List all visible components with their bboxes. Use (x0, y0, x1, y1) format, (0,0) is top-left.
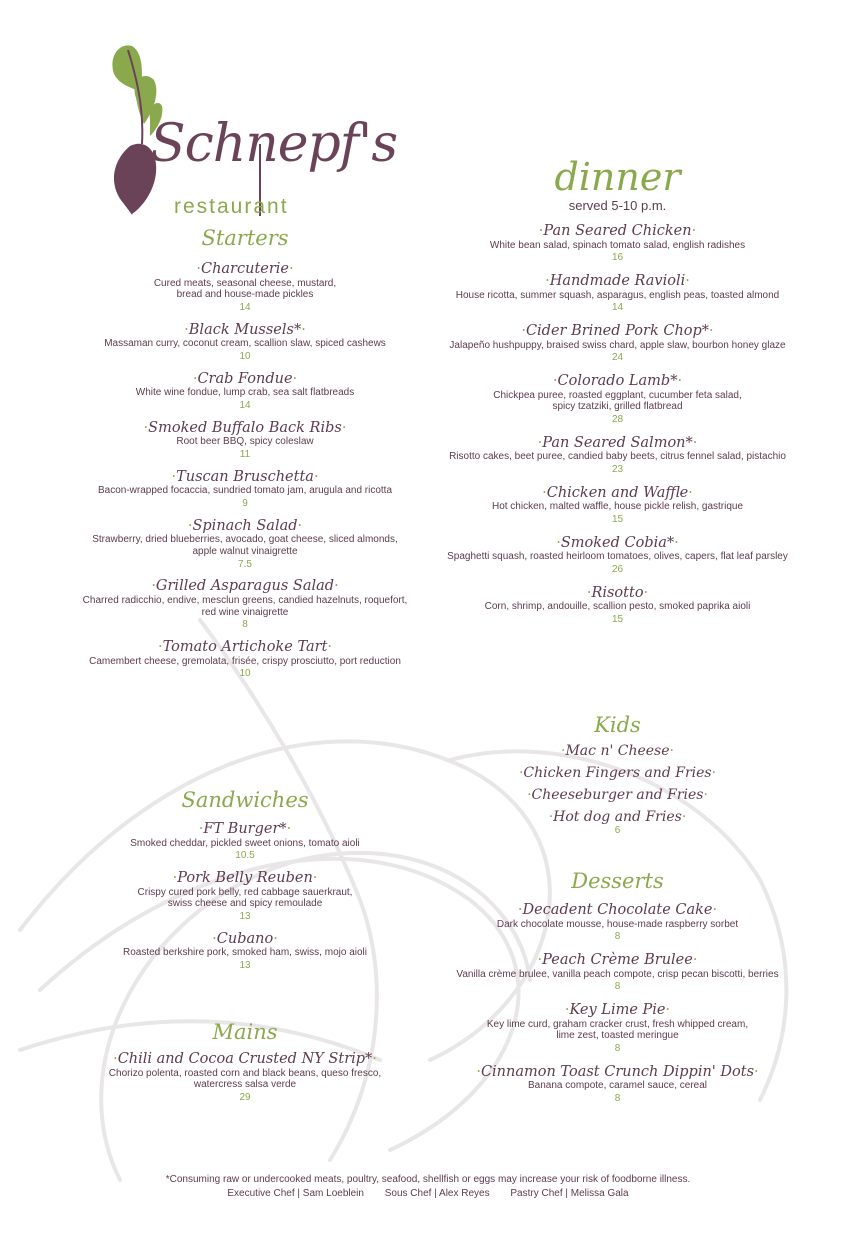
item-price: 23 (611, 464, 624, 475)
item-desc: Camembert cheese, gremolata, frisée, crispy prosciutto, port reduction (89, 655, 401, 667)
menu-item: ·Colorado Lamb*· Chickpea puree, roasted eggplant, cucumber feta salad, spicy tzatziki, grilled flatbread 28 (440, 373, 795, 426)
mains-section (80, 1022, 410, 1104)
menu-item: ·Crab Fondue· White wine fondue, lump crab, sea salt flatbreads 14 (80, 371, 410, 412)
pastry-chef: Pastry Chef | Melissa Gala (510, 1187, 629, 1199)
item-price: 8 (614, 981, 621, 993)
item-name: Crab Fondue (197, 370, 293, 387)
menu-item: ·Chicken and Waffle· Hot chicken, malted waffle, house pickle relish, gastrique 15 (440, 485, 795, 526)
item-desc: Spaghetti squash, roasted heirloom tomatoes, olives, capers, flat leaf parsley (447, 551, 788, 563)
item-price: 26 (611, 564, 624, 575)
item-desc: Vanilla crème brulee, vanilla peach compote, crisp pecan biscotti, berries (456, 968, 779, 980)
item-desc: lime zest, toasted meringue (556, 1030, 679, 1042)
item-price: 10 (239, 668, 251, 680)
item-name: Black Mussels* (188, 321, 302, 338)
item-desc: Chickpea puree, roasted eggplant, cucumber feta salad, (493, 389, 742, 401)
menu-item: ·Peach Crème Brulee· Vanilla crème brulee, vanilla peach compote, crisp pecan biscotti, berries 8 (440, 952, 795, 993)
dinner-section (440, 155, 795, 626)
item-price: 13 (239, 911, 251, 922)
kids-price: 6 (614, 825, 621, 836)
item-desc: White bean salad, spinach tomato salad, english radishes (489, 239, 746, 251)
restaurant-name: Schnepf's (150, 114, 398, 174)
item-name: Key Lime Pie (569, 1002, 666, 1018)
item-desc: Hot chicken, malted waffle, house pickle relish, gastrique (491, 501, 744, 513)
item-price: 8 (242, 619, 248, 631)
desserts-section (440, 871, 795, 1105)
menu-item: ·Tomato Artichoke Tart· Camembert cheese, gremolata, frisée, crispy prosciutto, port reduction 10 (80, 639, 410, 680)
item-price: 8 (614, 1093, 621, 1104)
item-price: 14 (611, 302, 624, 314)
starters-heading: Starters (201, 226, 289, 250)
footer (0, 1173, 856, 1200)
item-desc: Dark chocolate mousse, house-made raspberry sorbet (496, 918, 739, 930)
item-desc: Chorizo polenta, roasted corn and black beans, queso fresco, (108, 1067, 382, 1079)
item-name: Decadent Chocolate Cake (522, 902, 713, 918)
item-name: Colorado Lamb* (557, 373, 678, 389)
kids-item: Hot dog and Fries (553, 809, 682, 825)
item-desc: Bacon-wrapped focaccia, sundried tomato jam, arugula and ricotta (97, 485, 393, 497)
item-price: 15 (611, 514, 624, 525)
item-desc: Risotto cakes, beet puree, candied baby beets, citrus fennel salad, pistachio (449, 451, 786, 463)
item-name: Pork Belly Reuben (177, 870, 313, 886)
item-price: 15 (611, 614, 624, 625)
menu-item: ·Handmade Ravioli· House ricotta, summer squash, asparagus, english peas, toasted almond 14 (440, 273, 795, 314)
item-name: Cider Brined Pork Chop* (525, 323, 710, 339)
item-price: 29 (239, 1092, 251, 1103)
item-price: 28 (611, 414, 624, 425)
item-desc: Charred radicchio, endive, mesclun greens, candied hazelnuts, roquefort, (82, 595, 408, 606)
menu-item: ·Smoked Cobia*· Spaghetti squash, roasted heirloom tomatoes, olives, capers, flat leaf parsley 26 (440, 535, 795, 576)
item-desc: Root beer BBQ, spicy coleslaw (176, 436, 314, 448)
menu-item: ·Decadent Chocolate Cake· Dark chocolate mousse, house-made raspberry sorbet 8 (440, 902, 795, 943)
starters-section (80, 228, 410, 680)
menu-item: ·Cinnamon Toast Crunch Dippin' Dots· Banana compote, caramel sauce, cereal 8 (440, 1064, 795, 1105)
item-name: Cubano (216, 930, 274, 947)
item-desc: Banana compote, caramel sauce, cereal (528, 1080, 707, 1092)
item-name: Tuscan Bruschetta (176, 468, 314, 485)
menu-item: ·Charcuterie· Cured meats, seasonal cheese, mustard, bread and house-made pickles 14 (80, 261, 410, 314)
kids-item: Chicken Fingers and Fries (523, 765, 712, 781)
item-desc: Crispy cured pork belly, red cabbage sauerkraut, (137, 886, 353, 898)
sous-chef: Sous Chef | Alex Reyes (384, 1187, 490, 1199)
item-price: 8 (614, 1043, 621, 1054)
item-desc: Roasted berkshire pork, smoked ham, swiss, mojo aioli (123, 947, 367, 959)
item-desc: Massaman curry, coconut cream, scallion slaw, spiced cashews (104, 338, 386, 350)
menu-item: ·Cider Brined Pork Chop*· Jalapeño hushpuppy, braised swiss chard, apple slaw, bourbon honey glaze 24 (440, 323, 795, 364)
item-name: Chicken and Waffle (546, 484, 689, 501)
restaurant-subtitle: restaurant (174, 195, 289, 218)
dinner-heading: dinner (554, 155, 681, 199)
chef-credits (0, 1187, 856, 1201)
menu-item: ·Grilled Asparagus Salad· Charred radicchio, endive, mesclun greens, candied hazelnuts, roquefort, red wine vinaigrette 8 (80, 578, 410, 631)
item-price: 14 (239, 302, 251, 313)
item-price: 11 (239, 449, 251, 460)
sandwiches-heading: Sandwiches (181, 788, 309, 812)
item-desc: spicy tzatziki, grilled flatbread (552, 401, 683, 413)
kids-item: Cheeseburger and Fries (531, 787, 704, 803)
item-price: 7.5 (238, 558, 252, 570)
menu-item: ·Pan Seared Chicken· White bean salad, spinach tomato salad, english radishes 16 (440, 223, 795, 264)
kids-heading: Kids (594, 713, 641, 737)
item-name: Grilled Asparagus Salad (155, 578, 335, 595)
item-desc: Key lime curd, graham cracker crust, fresh whipped cream, (486, 1018, 749, 1030)
item-name: FT Burger* (203, 821, 287, 837)
item-desc: bread and house-made pickles (176, 289, 314, 301)
item-price: 8 (614, 931, 621, 943)
menu-item: ·Tuscan Bruschetta· Bacon-wrapped focaccia, sundried tomato jam, arugula and ricotta 9 (80, 469, 410, 510)
item-desc: apple walnut vinaigrette (192, 546, 298, 557)
menu-item: ·Black Mussels*· Massaman curry, coconut cream, scallion slaw, spiced cashews 10 (80, 322, 410, 363)
item-desc: Jalapeño hushpuppy, braised swiss chard, apple slaw, bourbon honey glaze (449, 339, 786, 351)
executive-chef: Executive Chef | Sam Loeblein (227, 1187, 364, 1199)
item-desc: watercress salsa verde (193, 1079, 297, 1091)
item-name: Peach Crème Brulee (542, 952, 693, 968)
item-desc: Smoked cheddar, pickled sweet onions, tomato aioli (130, 837, 360, 849)
item-price: 16 (611, 252, 624, 264)
served-hours: served 5-10 p.m. (568, 198, 667, 213)
menu-item: ·FT Burger*· Smoked cheddar, pickled sweet onions, tomato aioli 10.5 (80, 821, 410, 862)
item-name: Spinach Salad (192, 517, 298, 534)
item-price: 24 (611, 352, 624, 364)
item-price: 9 (242, 498, 248, 509)
item-desc: red wine vinaigrette (201, 606, 289, 618)
item-name: Charcuterie (200, 261, 290, 277)
item-price: 14 (239, 400, 251, 411)
kids-section: Kids ·Mac n' Cheese· ·Chicken Fingers and Fries· ·Cheeseburger and Fries· ·Hot dog and Fries· 6 (440, 715, 795, 836)
item-desc: House ricotta, summer squash, asparagus, english peas, toasted almond (455, 289, 780, 301)
item-name: Pan Seared Salmon* (542, 434, 693, 451)
menu-item: ·Pork Belly Reuben· Crispy cured pork belly, red cabbage sauerkraut, swiss cheese and spicy remoulade 13 (80, 870, 410, 923)
menu-item: ·Pan Seared Salmon*· Risotto cakes, beet puree, candied baby beets, citrus fennel salad, pistachio 23 (440, 435, 795, 476)
menu-item: ·Smoked Buffalo Back Ribs· Root beer BBQ, spicy coleslaw 11 (80, 420, 410, 461)
item-name: Risotto (591, 584, 644, 601)
item-name: Pan Seared Chicken (543, 223, 692, 239)
menu-item: ·Risotto· Corn, shrimp, andouille, scallion pesto, smoked paprika aioli 15 (440, 585, 795, 626)
item-price: 13 (239, 960, 251, 971)
menu-item: ·Cubano· Roasted berkshire pork, smoked ham, swiss, mojo aioli 13 (80, 931, 410, 972)
item-desc: Strawberry, dried blueberries, avocado, goat cheese, sliced almonds, (92, 534, 398, 546)
item-price: 10 (239, 351, 251, 362)
item-desc: Cured meats, seasonal cheese, mustard, (153, 277, 337, 289)
mains-heading: Mains (212, 1020, 278, 1044)
desserts-heading: Desserts (571, 869, 664, 893)
menu-item: ·Spinach Salad· Strawberry, dried blueberries, avocado, goat cheese, sliced almonds, apple walnut vinaigrette 7.5 (80, 518, 410, 571)
item-desc: swiss cheese and spicy remoulade (167, 898, 323, 910)
item-desc: Corn, shrimp, andouille, scallion pesto, smoked paprika aioli (484, 601, 751, 613)
menu-item: ·Key Lime Pie· Key lime curd, graham cracker crust, fresh whipped cream, lime zest, toasted meringue 8 (440, 1002, 795, 1055)
kids-item: Mac n' Cheese (565, 743, 670, 759)
item-name: Smoked Buffalo Back Ribs (148, 419, 342, 436)
item-name: Handmade Ravioli (549, 273, 686, 289)
foodborne-disclaimer: *Consuming raw or undercooked meats, poultry, seafood, shellfish or eggs may increase your risk of foodborne illness. (165, 1174, 691, 1185)
item-name: Chili and Cocoa Crusted NY Strip* (117, 1051, 373, 1067)
item-name: Cinnamon Toast Crunch Dippin' Dots (480, 1063, 755, 1080)
item-name: Smoked Cobia* (560, 534, 675, 551)
item-price: 10.5 (235, 850, 255, 862)
item-name: Tomato Artichoke Tart (162, 638, 328, 655)
item-desc: White wine fondue, lump crab, sea salt flatbreads (135, 387, 355, 399)
menu-item: ·Chili and Cocoa Crusted NY Strip*· Chorizo polenta, roasted corn and black beans, queso fresco, watercress salsa verde 29 (80, 1051, 410, 1104)
sandwiches-section (80, 790, 410, 972)
